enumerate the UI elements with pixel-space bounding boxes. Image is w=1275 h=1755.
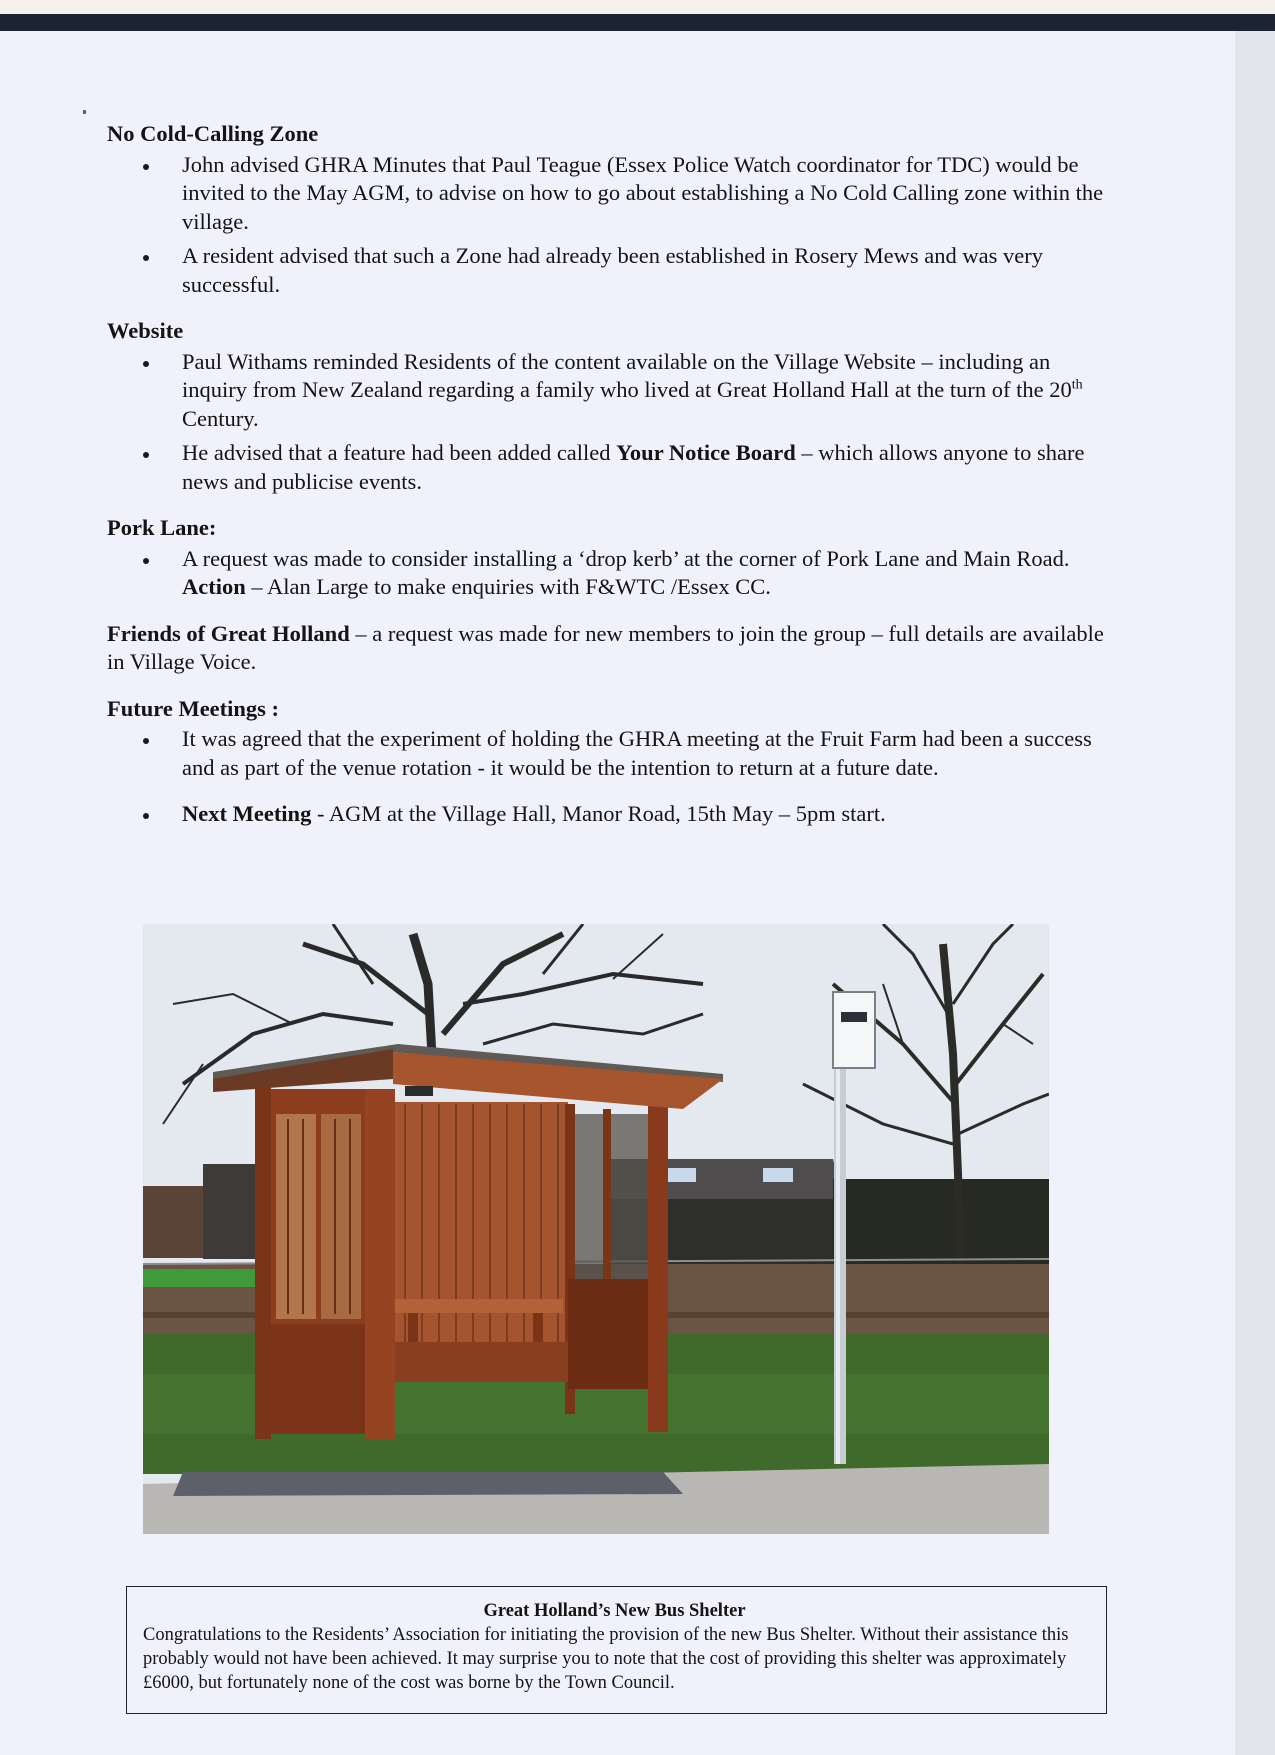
shelter-front-right-post xyxy=(648,1102,668,1432)
scan-binding-edge xyxy=(0,14,1275,31)
notice-board-name: Your Notice Board xyxy=(616,440,796,465)
bullet-icon xyxy=(143,813,149,819)
list-item xyxy=(182,348,1112,434)
bullet-icon xyxy=(143,164,149,170)
section-future-meetings xyxy=(107,695,1112,829)
minutes-content xyxy=(107,120,1112,847)
friends-heading: Friends of Great Holland xyxy=(107,620,350,646)
list-item xyxy=(182,151,1112,237)
section-heading: Future Meetings : xyxy=(107,695,280,721)
shelter-shadow xyxy=(173,1472,683,1496)
section-heading: Pork Lane: xyxy=(107,515,217,540)
shelter-left-lower-panel xyxy=(261,1324,371,1434)
scan-top-strip xyxy=(0,0,1275,14)
shelter-front-left-post xyxy=(365,1089,395,1439)
bullet-icon xyxy=(143,361,149,367)
section-heading: Website xyxy=(107,318,184,343)
section-friends xyxy=(107,620,1112,677)
bullet-text: A request was made to consider installing a ‘drop kerb’ at the corner of Pork Lane and Main Road. xyxy=(182,545,1070,571)
bullet-icon xyxy=(143,452,149,458)
bullet-text: Paul Withams reminded Residents of the content available on the Village Website – including an inquiry from New Zealand regarding a family who lived at Great Holland Hall at the turn of the 20 xyxy=(182,348,1072,402)
caption-title: Great Holland’s New Bus Shelter xyxy=(483,1601,746,1621)
bullet-list xyxy=(107,348,1112,497)
friends-paragraph xyxy=(107,620,1112,677)
bullet-text: John advised GHRA Minutes that Paul Teague (Essex Police Watch coordinator for TDC) would be invited to the May AGM, to advise on how to go about establishing a No Cold Calling zone within the village. xyxy=(182,151,1104,234)
list-item xyxy=(182,439,1112,496)
shelter-left-back-post xyxy=(255,1084,271,1439)
bullet-list xyxy=(107,725,1112,829)
bullet-icon xyxy=(143,255,149,261)
bullet-text-end: – which allows anyone to share news and publicise events. xyxy=(182,440,1085,494)
superscript: th xyxy=(1071,377,1083,393)
shelter-bench xyxy=(388,1299,563,1313)
section-cold-calling xyxy=(107,120,1112,299)
section-heading: No Cold-Calling Zone xyxy=(107,121,319,146)
friends-text: – a request was made for new members to join the group – full details are available in Village Voice. xyxy=(107,620,1104,674)
shelter-glass-left xyxy=(321,1114,361,1319)
shelter-glass-left xyxy=(276,1114,316,1319)
list-item xyxy=(182,242,1112,299)
roof-window xyxy=(763,1168,793,1182)
bullet-text: It was agreed that the experiment of holding the GHRA meeting at the Fruit Farm had been a success and as part of the venue rotation - it would be the intention to return at a future date. xyxy=(182,726,1092,780)
roof-window xyxy=(668,1168,696,1182)
shelter-lower-right-panel xyxy=(568,1279,653,1389)
bullet-list xyxy=(107,151,1112,300)
shelter-mullion xyxy=(603,1109,611,1289)
bullet-icon xyxy=(143,558,149,564)
bullet-text-end: – Alan Large to make enquiries with F&WTC /Essex CC. xyxy=(245,574,771,599)
bullet-text: A resident advised that such a Zone had already been established in Rosery Mews and was very successful. xyxy=(182,243,1043,297)
section-website xyxy=(107,317,1112,496)
bus-symbol-icon xyxy=(841,1012,867,1022)
bus-shelter-photo xyxy=(143,924,1049,1534)
bus-shelter-illustration xyxy=(143,924,1049,1534)
list-item xyxy=(182,800,1112,829)
scan-speck xyxy=(83,110,86,114)
bullet-text-end: Century. xyxy=(182,405,259,431)
bus-stop-sign-icon xyxy=(833,992,875,1068)
bullet-text: He advised that a feature had been added called xyxy=(182,440,617,465)
next-meeting-text: - AGM at the Village Hall, Manor Road, 15th May – 5pm start. xyxy=(311,801,886,826)
caption-box xyxy=(126,1586,1107,1714)
list-item xyxy=(182,725,1112,782)
scan-right-margin xyxy=(1235,31,1275,1755)
action-label: Action xyxy=(182,574,246,599)
section-pork-lane xyxy=(107,514,1112,602)
caption-body: Congratulations to the Residents’ Association for initiating the provision of the new Bus Shelter. Without their assistance this probably would not have been achieved. It may surprise you to note that the cost of providing this shelter was approximately £6000, but fortunately none of the cost was borne by the Town Council. xyxy=(143,1625,1069,1693)
shelter-back-lower xyxy=(388,1342,568,1382)
bullet-list xyxy=(107,545,1112,602)
next-meeting-label: Next Meeting xyxy=(182,801,312,826)
bullet-icon xyxy=(143,738,149,744)
list-item xyxy=(182,545,1112,602)
shelter-timetable-holder xyxy=(405,1086,433,1096)
distant-field xyxy=(143,1269,273,1287)
